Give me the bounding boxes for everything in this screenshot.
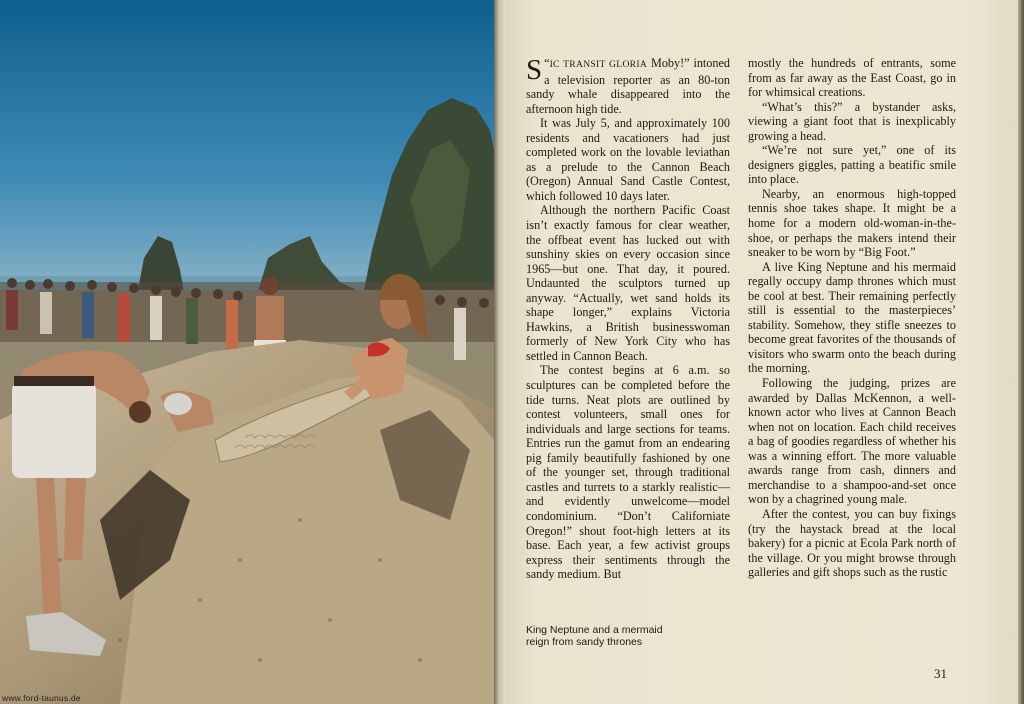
caption-line: King Neptune and a mermaid (526, 624, 663, 636)
photo-caption (526, 624, 736, 649)
article-paragraph: Following the judging, prizes are awarded by Dallas McKennon, a well-known actor who lives at Cannon Beach when not on location. Each child receives a bag of goodies regardless of whether his was a winning effort. The more valuable awards range from cash, dinners and merchandise to a shampoo-and-set once won by a chagrined young male. (748, 376, 956, 507)
drop-cap: S (526, 54, 543, 86)
page-number: 31 (934, 666, 947, 681)
article-paragraph: Although the northern Pacific Coast isn’t exactly famous for clear weather, the offbeat event has lucked out with sunshiny skies on every occasion since 1965—but one. That day, it poured. Undaunted the sculptors turned up anyway. “Actually, wet sand holds its shape longer,” explains Victoria Hawkins, a British businesswoman formerly of New York City who has settled in Cannon Beach. (526, 203, 730, 363)
watermark-text: www.ford-taunus.de (2, 693, 81, 703)
article-paragraph: After the contest, you can buy fixings (try the haystack bread at the local bakery) for a picnic at Ecola Park north of the village. Or you might browse through galleries and gift shops such as the rustic (748, 506, 956, 580)
page-gutter (494, 0, 506, 704)
article-paragraph: It was July 5, and approximately 100 residents and vacationers had just completed work on the lovable leviathan as a prelude to the Cannon Beach (Oregon) Annual Sand Castle Contest, which followed 10 days later. (526, 116, 730, 203)
article-paragraph: Nearby, an enormous high-topped tennis shoe takes shape. It might be a home for a modern old-woman-in-the-shoe, or perhaps the makers intend their sneaker to be worn by “Big Foot.” (748, 186, 956, 260)
article-column-right (748, 56, 956, 580)
caption-line: reign from sandy thrones (526, 636, 643, 649)
page-edge (1018, 0, 1024, 704)
article-paragraph: “ S IC TRANSIT GLORIA Moby!” intoned a television reporter as an 80-ton sandy whale disappeared into the afternoon high tide. (526, 54, 730, 116)
article-paragraph: “We’re not sure yet,” one of its designers giggles, patting a beatific smile into place. (748, 143, 956, 187)
opening-small-caps: IC TRANSIT GLORIA (549, 59, 648, 70)
article-paragraph: mostly the hundreds of entrants, some from as far away as the East Coast, go in for whimsical creations. (748, 56, 956, 100)
opening-text: Moby!” intoned a television reporter as an 80-ton sandy whale disappeared into the afternoon high tide. (526, 56, 730, 116)
article-paragraph: A live King Neptune and his mermaid regally occupy damp thrones which must be cool at best. Their remaining perfectly still is essential to the masterpieces’ stability. Somehow, they stifle sneezes to become great favorites of the thousands of visitors who swarm onto the beach during the morning. (748, 259, 956, 376)
article-paragraph: “What’s this?” a bystander asks, viewing a giant foot that is inexplicably growing a head. (748, 99, 956, 143)
article-column-left (526, 56, 730, 582)
article-page (506, 0, 1018, 704)
beach-photo (0, 0, 494, 704)
photo-sandcastle-mermaid-illustration (0, 0, 494, 704)
article-paragraph: The contest begins at 6 a.m. so sculptures can be completed before the tide turns. Neat plots are outlined by contest volunteers, small ones for individuals and large sections for teams. Entries run the gamut from an endearing pig family beautifully fashioned by one of the younger set, through traditional castles and turrets to a starkly realistic—and evidently unwelcome—model condominium. “Don’t Californiate Oregon!” shout foot-high letters at its base. Each year, a few activist groups express their sentiments through the sandy medium. But (526, 363, 730, 582)
